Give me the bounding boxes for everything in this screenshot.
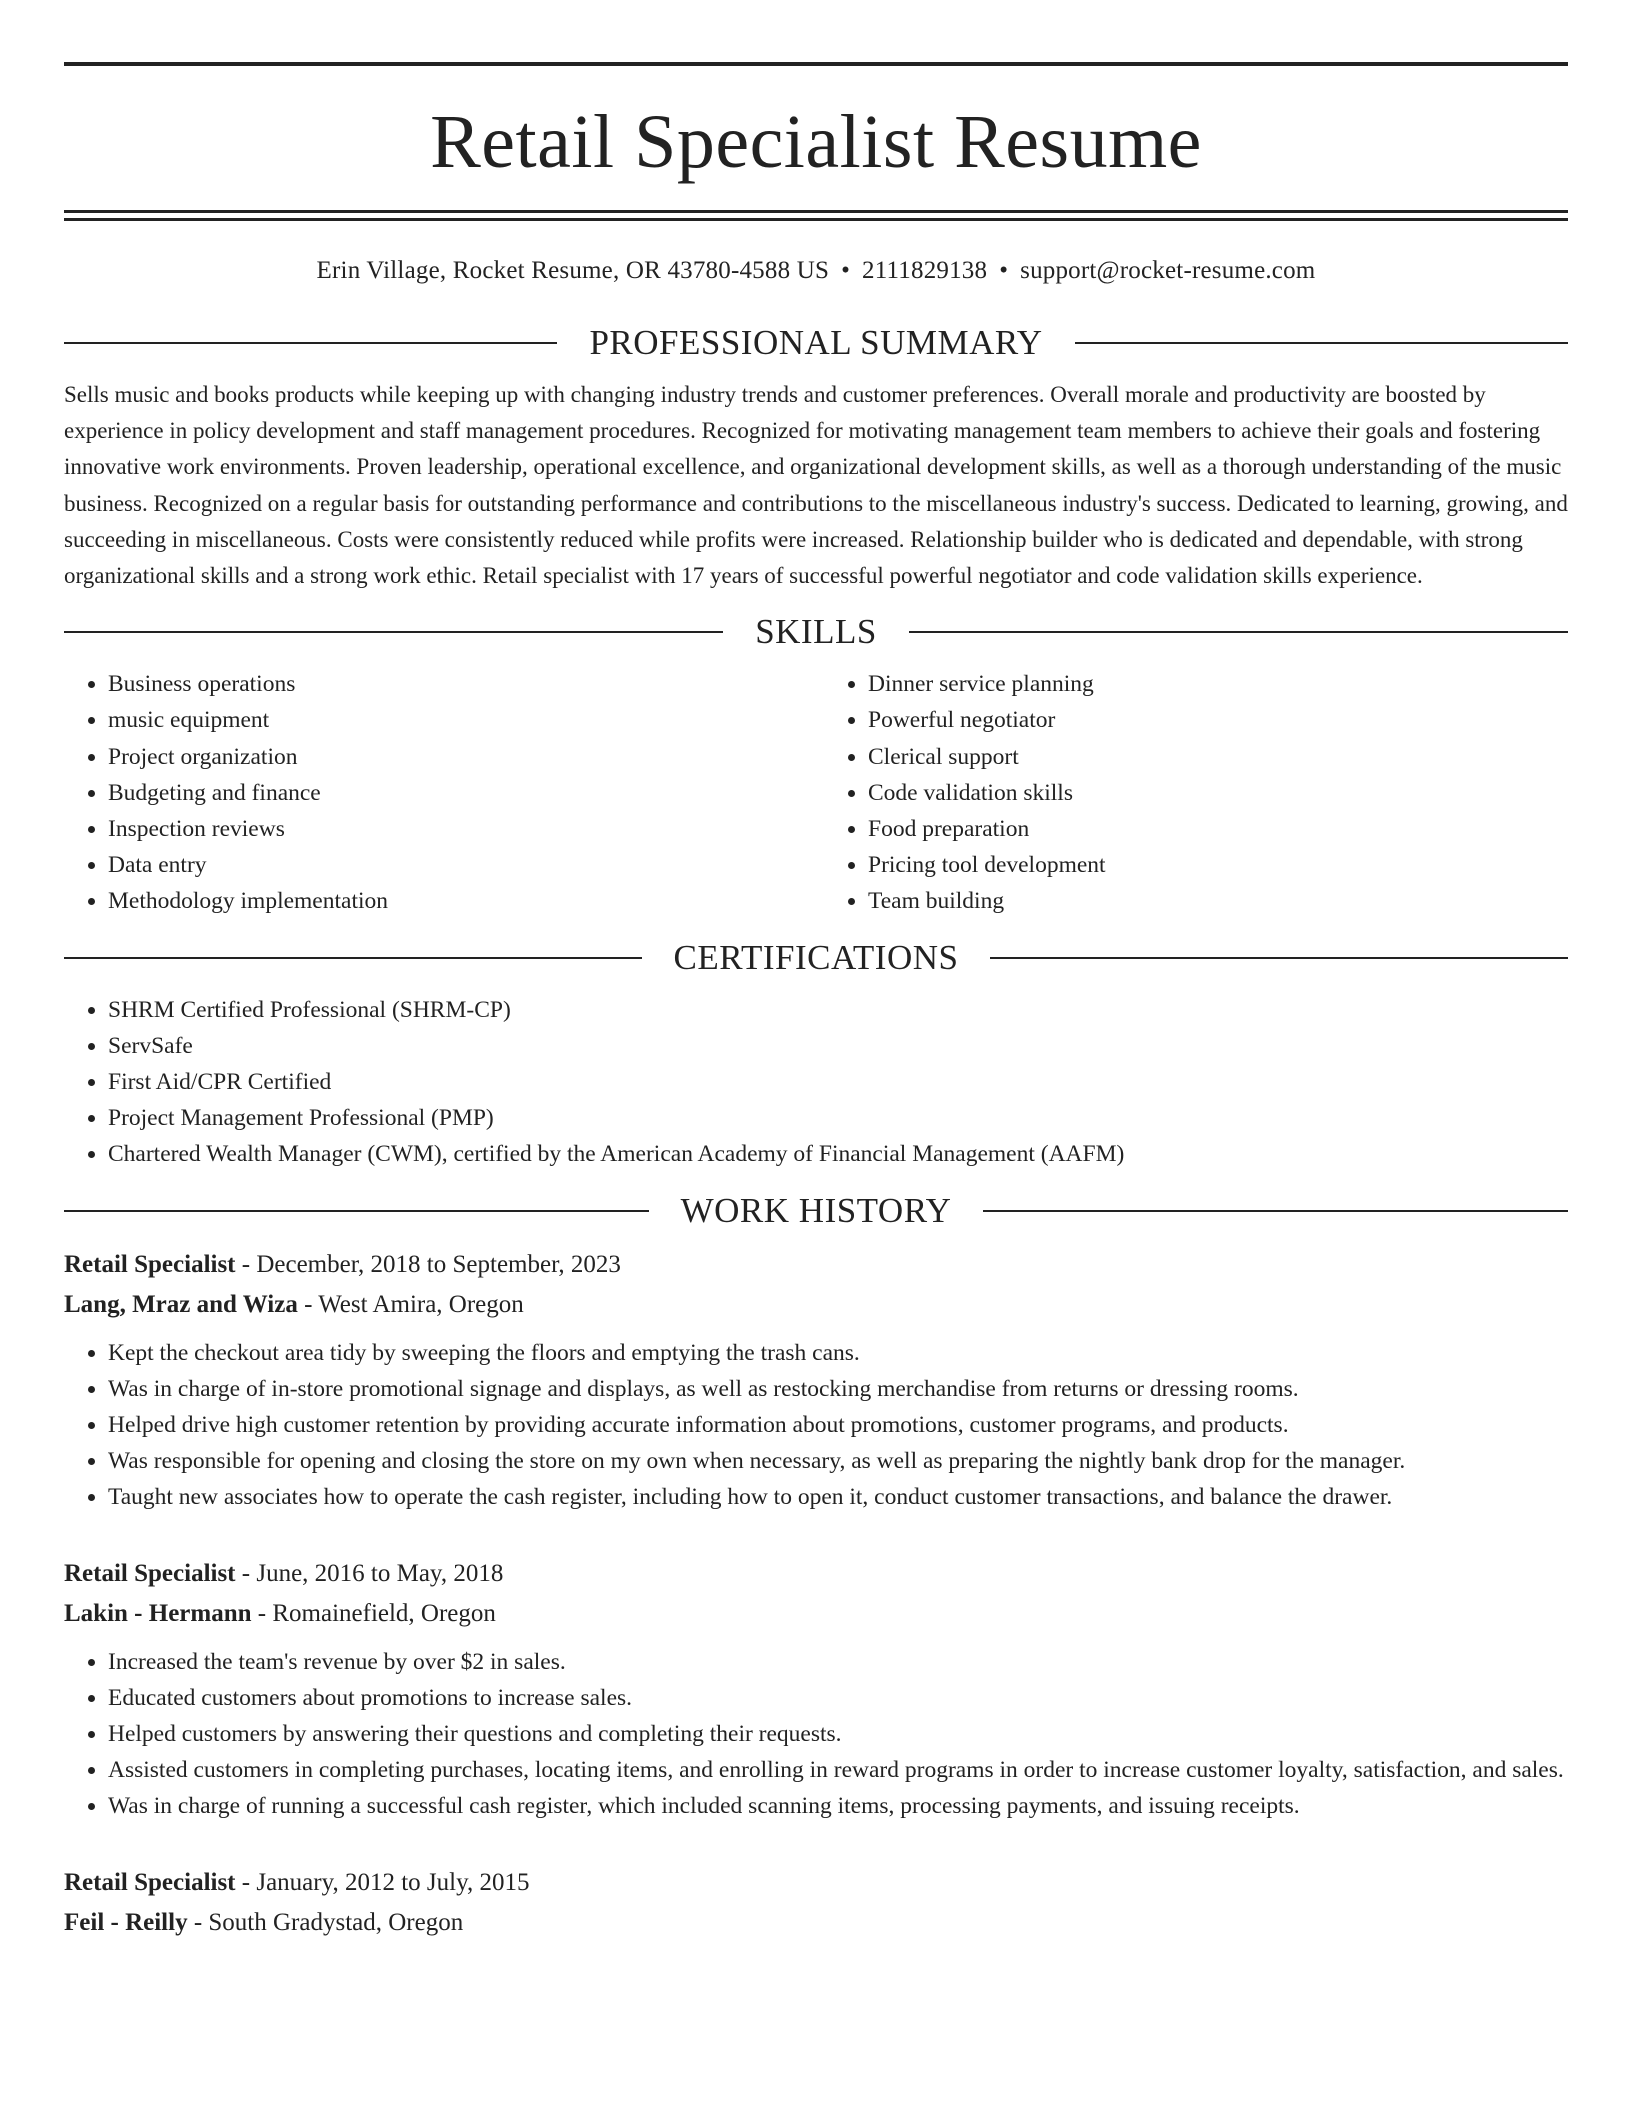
- job-entry: [64, 1863, 1568, 1943]
- job-bullet: • Taught new associates how to operate the cash register, including how to open it, conduct customer transactions, and balance the drawer.: [108, 1479, 1568, 1515]
- job-title: Retail Specialist: [64, 1250, 236, 1278]
- title-double-rule: [64, 210, 1568, 221]
- skill-item: • Budgeting and finance: [108, 775, 808, 811]
- job-bullet: • Helped customers by answering their questions and completing their requests.: [108, 1716, 1568, 1752]
- job-company-line: [64, 1594, 1568, 1634]
- skill-item: • Inspection reviews: [108, 811, 808, 847]
- certification-item: • Project Management Professional (PMP): [108, 1100, 1568, 1136]
- certification-item: • First Aid/CPR Certified: [108, 1064, 1568, 1100]
- heading-rule: [983, 1210, 1568, 1212]
- job-bullet: • Was in charge of in-store promotional signage and displays, as well as restocking merchandise from returns or dressing rooms.: [108, 1371, 1568, 1407]
- skill-item: • Methodology implementation: [108, 883, 808, 919]
- section-heading-certifications: [64, 938, 1568, 978]
- job-company: Lang, Mraz and Wiza: [64, 1290, 298, 1318]
- skill-item: • Code validation skills: [868, 775, 1568, 811]
- job-entry: [64, 1245, 1568, 1516]
- section-heading-label: PROFESSIONAL SUMMARY: [589, 323, 1043, 362]
- job-title: Retail Specialist: [64, 1559, 236, 1587]
- skills-column-right: [808, 666, 1568, 919]
- job-entry: [64, 1554, 1568, 1825]
- job-dates: - June, 2016 to May, 2018: [235, 1559, 504, 1587]
- skill-item: • Project organization: [108, 739, 808, 775]
- contact-separator: •: [841, 257, 851, 284]
- skill-item: • Pricing tool development: [868, 847, 1568, 883]
- job-location: - South Gradystad, Oregon: [187, 1908, 464, 1936]
- heading-rule: [64, 957, 642, 959]
- job-bullet: • Kept the checkout area tidy by sweeping the floors and emptying the trash cans.: [108, 1335, 1568, 1371]
- contact-phone: 2111829138: [862, 257, 988, 284]
- resume-title: Retail Specialist Resume: [430, 100, 1202, 184]
- job-title: Retail Specialist: [64, 1868, 236, 1896]
- section-heading-label: WORK HISTORY: [680, 1190, 952, 1230]
- skill-item: • Dinner service planning: [868, 666, 1568, 702]
- certification-item: • Chartered Wealth Manager (CWM), certified by the American Academy of Financial Management (AAFM): [108, 1136, 1568, 1172]
- section-heading-work-history: [64, 1191, 1568, 1231]
- job-location: - Romainefield, Oregon: [251, 1599, 496, 1627]
- skill-item: • Data entry: [108, 847, 808, 883]
- heading-rule: [909, 631, 1568, 633]
- skills-column-left: [64, 666, 808, 919]
- top-rule: [64, 62, 1568, 66]
- job-dates: - December, 2018 to September, 2023: [235, 1250, 621, 1278]
- job-bullet: • Was in charge of running a successful cash register, which included scanning items, processing payments, and issuing receipts.: [108, 1788, 1568, 1824]
- job-bullet: • Helped drive high customer retention by providing accurate information about promotions, customer programs, and products.: [108, 1407, 1568, 1443]
- resume-page: [64, 0, 1568, 1943]
- section-heading-skills: [64, 612, 1568, 652]
- job-bullets: [64, 1644, 1568, 1825]
- job-bullet: • Assisted customers in completing purchases, locating items, and enrolling in reward programs in order to increase customer loyalty, satisfaction, and sales.: [108, 1752, 1568, 1788]
- certification-item: • ServSafe: [108, 1028, 1568, 1064]
- contact-email: support@rocket-resume.com: [1020, 257, 1316, 284]
- heading-rule: [990, 957, 1568, 959]
- contact-line: [64, 257, 1568, 285]
- skill-item: • Business operations: [108, 666, 808, 702]
- skill-item: • music equipment: [108, 702, 808, 738]
- section-heading-label: CERTIFICATIONS: [673, 937, 959, 977]
- job-bullet: • Educated customers about promotions to increase sales.: [108, 1680, 1568, 1716]
- skills-list: [64, 666, 1568, 919]
- job-company: Feil - Reilly: [64, 1908, 188, 1936]
- heading-rule: [64, 342, 557, 344]
- certification-item: • SHRM Certified Professional (SHRM-CP): [108, 992, 1568, 1028]
- job-company: Lakin - Hermann: [64, 1599, 252, 1627]
- skill-item: • Food preparation: [868, 811, 1568, 847]
- job-bullet: • Increased the team's revenue by over $2 in sales.: [108, 1644, 1568, 1680]
- job-company-line: [64, 1903, 1568, 1943]
- job-company-line: [64, 1285, 1568, 1325]
- section-heading-summary: [64, 323, 1568, 363]
- heading-rule: [1075, 342, 1568, 344]
- job-dates: - January, 2012 to July, 2015: [235, 1868, 530, 1896]
- job-bullets: [64, 1335, 1568, 1516]
- certifications-list: [64, 992, 1568, 1173]
- summary-paragraph: Sells music and books products while keeping up with changing industry trends and customer preferences. Overall morale and productivity are boosted by experience in policy development and staff management procedures. Recognized for motivating management team members to achieve their goals and fostering innovative work environments. Proven leadership, operational excellence, and organizational development skills, as well as a thorough understanding of the music business. Recognized on a regular basis for outstanding performance and contributions to the miscellaneous industry's success. Dedicated to learning, growing, and succeeding in miscellaneous. Costs were consistently reduced while profits were increased. Relationship builder who is dedicated and dependable, with strong organizational skills and a strong work ethic. Retail specialist with 17 years of successful powerful negotiator and code validation skills experience.: [64, 382, 1568, 589]
- heading-rule: [64, 1210, 649, 1212]
- section-heading-label: SKILLS: [755, 612, 877, 652]
- job-title-line: [64, 1554, 1568, 1594]
- job-location: - West Amira, Oregon: [297, 1290, 524, 1318]
- skill-item: • Powerful negotiator: [868, 702, 1568, 738]
- job-title-line: [64, 1245, 1568, 1285]
- job-bullet: • Was responsible for opening and closing the store on my own when necessary, as well as preparing the nightly bank drop for the manager.: [108, 1443, 1568, 1479]
- skill-item: • Clerical support: [868, 739, 1568, 775]
- skill-item: • Team building: [868, 883, 1568, 919]
- job-title-line: [64, 1863, 1568, 1903]
- heading-rule: [64, 631, 723, 633]
- contact-separator: •: [999, 257, 1009, 284]
- contact-address: Erin Village, Rocket Resume, OR 43780-4588 US: [316, 257, 830, 284]
